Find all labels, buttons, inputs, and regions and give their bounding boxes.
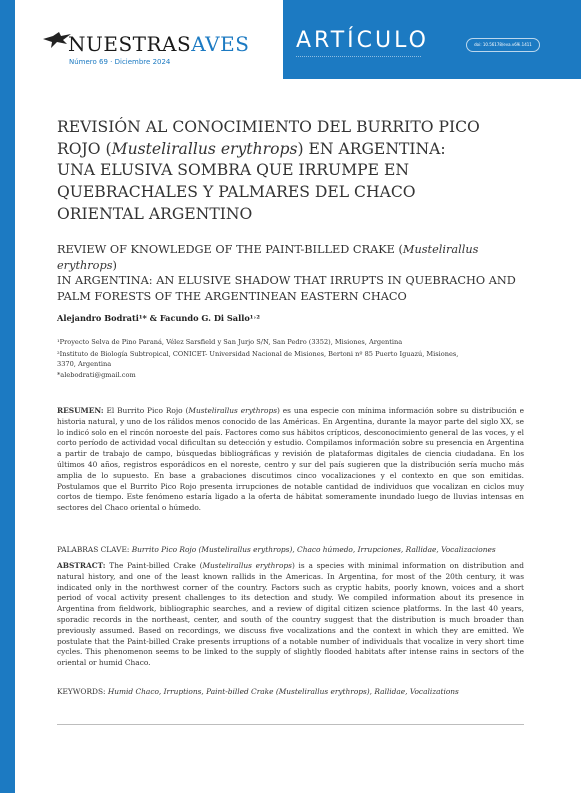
- palabras-label: PALABRAS CLAVE:: [57, 545, 130, 554]
- resumen-species: Mustelirallus erythrops: [188, 406, 278, 415]
- section-title: ARTÍCULO: [296, 28, 429, 53]
- title-es-line-2b: ) EN ARGENTINA:: [297, 139, 446, 158]
- affiliation-2: [57, 349, 527, 369]
- title-es-line-3: UNA ELUSIVA SOMBRA QUE IRRUMPE EN: [57, 161, 410, 180]
- authors: Alejandro Bodrati¹* & Facundo G. Di Sallo¹˒²: [57, 313, 260, 323]
- resumen-text-1: El Burrito Pico Rojo (: [103, 406, 189, 415]
- title-es-line-1: REVISIÓN AL CONOCIMIENTO DEL BURRITO PICO: [57, 118, 480, 136]
- affiliation-2-line-1: ²Instituto de Biología Subtropical, CONICET- Universidad Nacional de Misiones, Bertoni nº 85 Puerto Iguazú, Misiones,: [57, 350, 459, 358]
- logo-area: [15, 0, 283, 79]
- abstract-paragraph: [57, 561, 524, 669]
- affiliation-2-line-2: 3370, Argentina: [57, 360, 112, 368]
- left-accent-bar: [0, 0, 15, 793]
- title-en-line-1a: REVIEW OF KNOWLEDGE OF THE PAINT-BILLED CRAKE (: [57, 243, 403, 256]
- abstract-text-1: The Paint-billed Crake (: [105, 561, 203, 570]
- brand-nuestras: NUESTRAS: [68, 32, 192, 56]
- bottom-divider: [57, 724, 524, 725]
- affiliation-1: ¹Proyecto Selva de Pino Paraná, Vélez Sarsfield y San Jurjo S/N, San Pedro (3352), Misiones, Argentina: [57, 338, 403, 346]
- brand-aves: AVES: [191, 32, 250, 56]
- palabras-clave: [57, 545, 524, 556]
- palabras-text: Burrito Pico Rojo (Mustelirallus erythrops), Chaco húmedo, Irrupciones, Rallidae, Vocalizaciones: [129, 545, 496, 554]
- keywords-text: Humid Chaco, Irruptions, Paint-billed Crake (Mustelirallus erythrops), Rallidae, Vocalizations: [105, 687, 459, 696]
- journal-header: [15, 0, 581, 79]
- title-en-line-2: IN ARGENTINA: AN ELUSIVE SHADOW THAT IRRUPTS IN QUEBRACHO AND: [57, 274, 516, 288]
- abstract-label: ABSTRACT:: [57, 561, 106, 570]
- doi-badge[interactable]: doi: 10.56178/eva.v69i.1411: [466, 38, 540, 52]
- title-es-line-2a: ROJO (: [57, 139, 112, 158]
- keywords-label: KEYWORDS:: [57, 687, 106, 696]
- title-es-line-4: QUEBRACHALES Y PALMARES DEL CHACO: [57, 183, 416, 202]
- abstract-text-2: ) is a species with minimal information on distribution and natural history, and one of the least known rallids in the Americas. In Argentina, for most of the 20th century, it was indicated only in the northwest corner of the country. Factors such as cryptic habits, poorly known, voices and a short period of vocal activity present challenges to its detection and study. We compiled information about its presence in Argentina from fieldwork, bibliographic searches, and a review of digital citizen science platforms. In the last 40 years, sporadic records in the northeast, center, and south of the country suggest that the distribution is much broader than previously assumed. Based on recordings, we discuss five vocalizations and the context in which they are emitted. We postulate that the Paint-billed Crake presents irruptions of a notable number of individuals that vocalize in very short time cycles. This phenomenon seems to be linked to the supply of slightly flooded habitats after intense rains in sectors of the oriental or humid Chaco.: [57, 561, 524, 668]
- title-spanish: [57, 117, 527, 226]
- abstract-species: Mustelirallus erythrops: [202, 561, 292, 570]
- contact-email[interactable]: *alebodrati@gmail.com: [57, 371, 136, 379]
- journal-brand: [68, 32, 249, 56]
- title-es-line-5: ORIENTAL ARGENTINO: [57, 204, 253, 223]
- issue-info: Número 69 · Diciembre 2024: [69, 58, 171, 66]
- title-en-line-1b: ): [112, 258, 117, 272]
- title-es-species: Mustelirallus erythrops: [111, 139, 298, 158]
- title-english: [57, 242, 527, 304]
- banner-divider: [296, 56, 421, 59]
- section-banner: [283, 0, 581, 79]
- keywords: [57, 687, 524, 698]
- resumen-label: RESUMEN:: [57, 406, 104, 415]
- title-en-line-3: PALM FORESTS OF THE ARGENTINEAN EASTERN CHACO: [57, 289, 407, 303]
- resumen-text-2: ) es una especie con mínima información sobre su distribución e historia natural, y uno de los rálidos menos conocido de las Américas. En Argentina, durante la mayor parte del siglo XX, se lo indicó solo en el rincón noroeste del país. Factores como sus hábitos crípticos, desconocimiento general de las voces, y el corto período de actividad vocal dificultan su detección y estudio. Compilamos información sobre su presencia en Argentina a partir de trabajo de campo, búsquedas bibliográficas y revisión de plataformas digitales de ciencia ciudadana. En los últimos 40 años, registros esporádicos en el noreste, centro y sur del país sugieren que la distribución sería mucho más amplia de lo supuesto. En base a grabaciones discutimos cinco vocalizaciones y el contexto en que son emitidas. Postulamos que el Burrito Pico Rojo presenta irrupciones de notable cantidad de individuos que vocalizan en ciclos muy cortos de tiempo. Este fenómeno estaría ligado a la oferta de hábitat someramente inundado luego de lluvias intensas en sectores del Chaco oriental o húmedo.: [57, 406, 525, 513]
- resumen-paragraph: [57, 406, 524, 514]
- title-en-species: Mustelirallus erythrops: [57, 243, 479, 272]
